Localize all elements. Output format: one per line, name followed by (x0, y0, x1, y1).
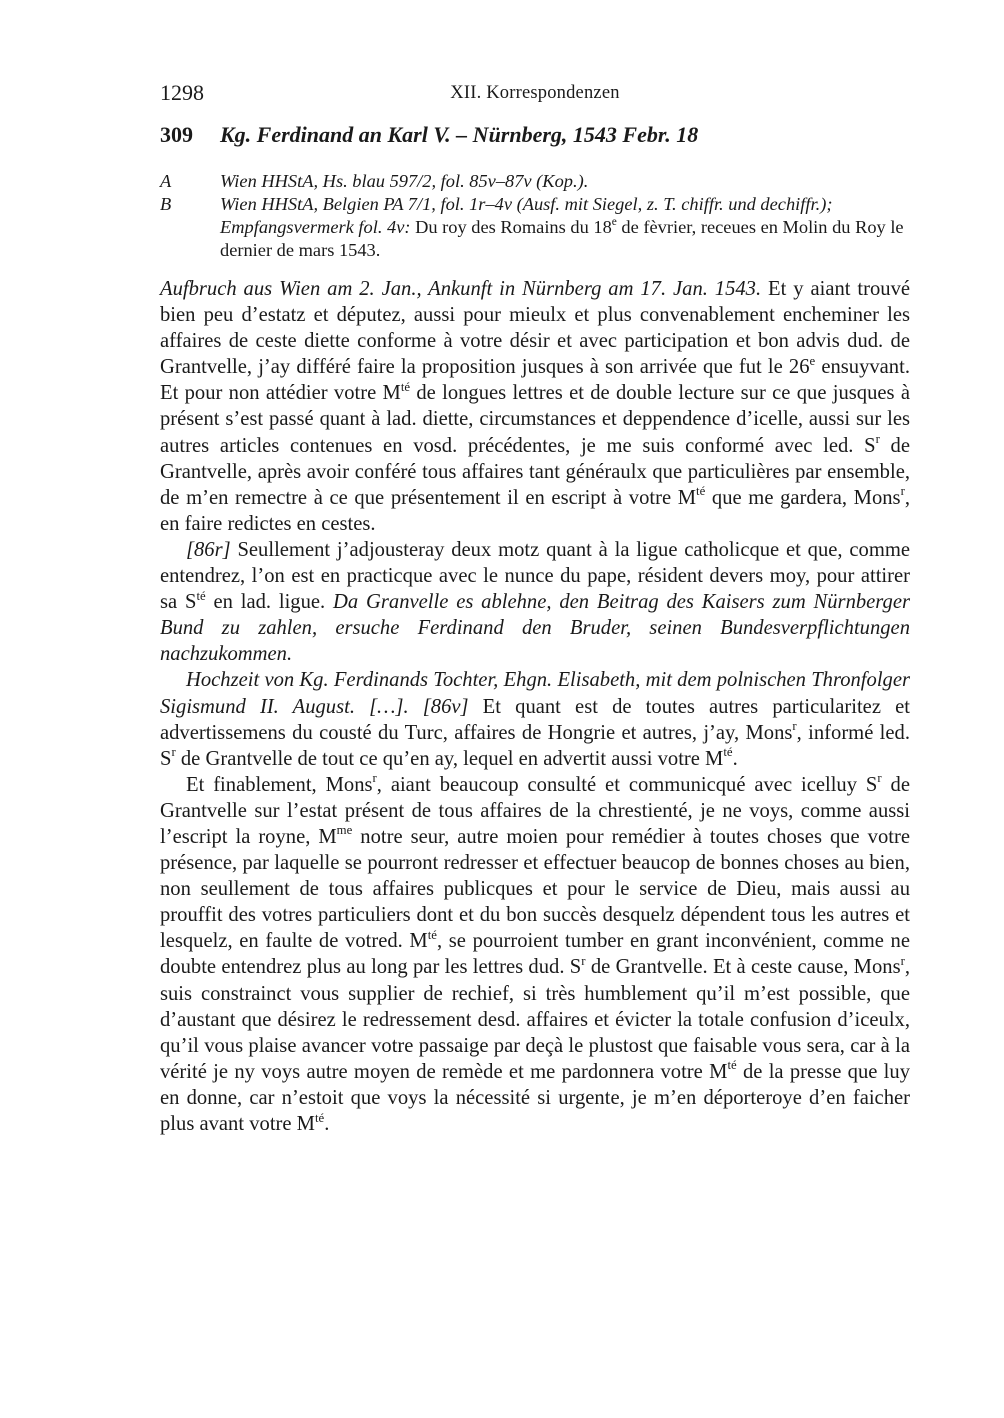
letter-body (160, 276, 910, 1137)
superscript: e (809, 353, 816, 368)
text-run: , en faire redictes en cestes. (160, 486, 910, 535)
superscript: r (372, 771, 377, 786)
superscript: té (727, 1058, 737, 1073)
superscript: r (171, 745, 176, 760)
superscript: té (723, 745, 733, 760)
source-entry (160, 193, 910, 262)
text-run: que me gardera, Mons (705, 486, 901, 509)
superscript: té (315, 1110, 325, 1125)
text-run: de Grantvelle de tout ce qu’en ay, lequel en advertit aussi votre M (175, 747, 724, 770)
document-heading (160, 122, 698, 148)
source-apparatus (160, 170, 910, 262)
paragraph-3 (160, 667, 910, 771)
text-run: de longues lettres et de double lecture sur ce que jusques à présent s’est passé quant à lad. diette, circumstances et deppendence d’icelle, aussi sur les autres articles contenues en vosd. précédentes, je me suis conformé avec led. S (160, 382, 910, 457)
paragraph-1 (160, 276, 910, 537)
source-siglum: B (160, 194, 172, 214)
text-run: Et quant est de toutes autres particularitez et advertissemens du cousté du Turc, affaires de Hongrie et autres, j’ay, Mons (160, 695, 910, 744)
superscript: me (336, 823, 353, 838)
editorial-summary: Hochzeit von Kg. Ferdinands Tochter, Ehgn. Elisabeth, mit dem polnischen Thronfolger Sigismund II. August. […]. [86v] (160, 669, 910, 718)
superscript: r (900, 484, 905, 499)
superscript: té (400, 379, 411, 394)
source-description (220, 193, 910, 262)
superscript: té (427, 927, 437, 942)
text-run: . (732, 747, 738, 770)
superscript: r (792, 719, 797, 734)
superscript: té (196, 588, 206, 603)
text-run: en lad. ligue. (205, 591, 334, 614)
source-note-text: de fèvrier, receues en Molin du Roy le dernier de mars 1543. (220, 217, 904, 260)
text-run: Et finablement, Mons (186, 773, 373, 796)
source-note-text: Du roy des Romains du 18 (410, 217, 612, 237)
folio-marker: [86r] (186, 538, 231, 561)
superscript: té (696, 484, 706, 499)
text-run: Seullement j’adjousteray deux motz quant à la ligue catholicque et que, comme entendrez, l’on est en practicque avec le nunce du pape, résident devers moy, pour attirer sa S (160, 538, 910, 614)
document-title: Kg. Ferdinand an Karl V. – Nürnberg, 1543 Febr. 18 (220, 122, 699, 147)
superscript: r (877, 771, 882, 786)
text-run: de la presse que luy en donne, car n’estoit que voys la nécessité si urgente, je m’en déporteroye d’en faicher plus avant votre M (160, 1060, 911, 1135)
text-run: notre seur, autre moien pour remédier à toutes choses que votre présence, par laquelle se pourront redresser et effectuer beaucop de bonnes choses au bien, non seullement de tous affaires publicques et pour le service de Dieu, mais aussi au prouffit des votres particuliers dont et du bon succès desquelz dépendent tous les autres et lesquelz, en faulte de votred. M (160, 825, 910, 953)
text-run: de Grantvelle sur l’estat présent de tous affaires de la chrestienté, je ne voys, comme aussi l’escript la royne, M (160, 773, 910, 848)
source-archival-reference: Wien HHStA, Belgien PA 7/1, fol. 1r–4v (Ausf. mit Siegel, z. T. chiffr. und dechiffr.); Empfangsvermerk fol. 4v: (220, 194, 833, 237)
text-run: ensuyvant. Et pour non attédier votre M (160, 356, 910, 405)
editorial-summary: Aufbruch aus Wien am 2. Jan., Ankunft in Nürnberg am 17. Jan. 1543. (160, 278, 762, 300)
text-run: , se pourroient tumber en grant inconvénient, comme ne doubte entendrez plus au long par les lettres dud. S (160, 930, 910, 979)
editorial-summary: Da Granvelle es ablehne, den Beitrag des Kaisers zum Nürnberger Bund zu zahlen, ersuche Ferdinand den Bruder, seinen Bundesverpflichtungen nachzukommen. (160, 591, 911, 666)
paragraph-4 (160, 772, 910, 1137)
source-siglum: A (160, 171, 172, 191)
superscript: e (611, 216, 617, 229)
text-run: Et y aiant trouvé bien peu d’estatz et députez, aussi pour mieulx et plus convenablement encheminer les affaires de ceste diette conforme à votre désir et avec participation et bon advis dud. de Grantvelle, j’ay différé faire la proposition jusques à son arrivée que fut le 26 (160, 278, 911, 379)
text-run: . (324, 1113, 330, 1135)
text-run: , informé led. S (160, 721, 910, 770)
paragraph-2 (160, 537, 910, 667)
text-run: de Grantvelle, après avoir conféré tous affaires tant généraulx que particulières par ensemble, de m’en remectre à ce que présentement il en escript à votre M (160, 434, 910, 509)
page-number: 1298 (160, 80, 204, 105)
document-number: 309 (160, 122, 193, 147)
text-run: de Grantvelle. Et à ceste cause, Mons (585, 956, 901, 979)
section-title: XII. Korrespondenzen (450, 83, 620, 103)
running-header (160, 80, 910, 108)
source-entry (160, 170, 910, 193)
superscript: r (875, 432, 880, 447)
superscript: r (581, 953, 586, 968)
superscript: r (900, 953, 905, 968)
source-description: Wien HHStA, Hs. blau 597/2, fol. 85v–87v (Kop.). (220, 171, 589, 191)
text-run: , suis constrainct vous supplier de rechief, si très humblement qu’il m’est possible, que d’austant que désirez le redressement desd. affaires et évicter la totale confusion d’iceulx, qu’il vous plaise avancer votre passaige par deçà le plustost que faisable vous sera, car à la vérité je ny voys autre moyen de remède et me pardonnera votre M (160, 956, 911, 1083)
text-run: , aiant beaucoup consulté et communicqué avec icelluy S (376, 773, 878, 796)
